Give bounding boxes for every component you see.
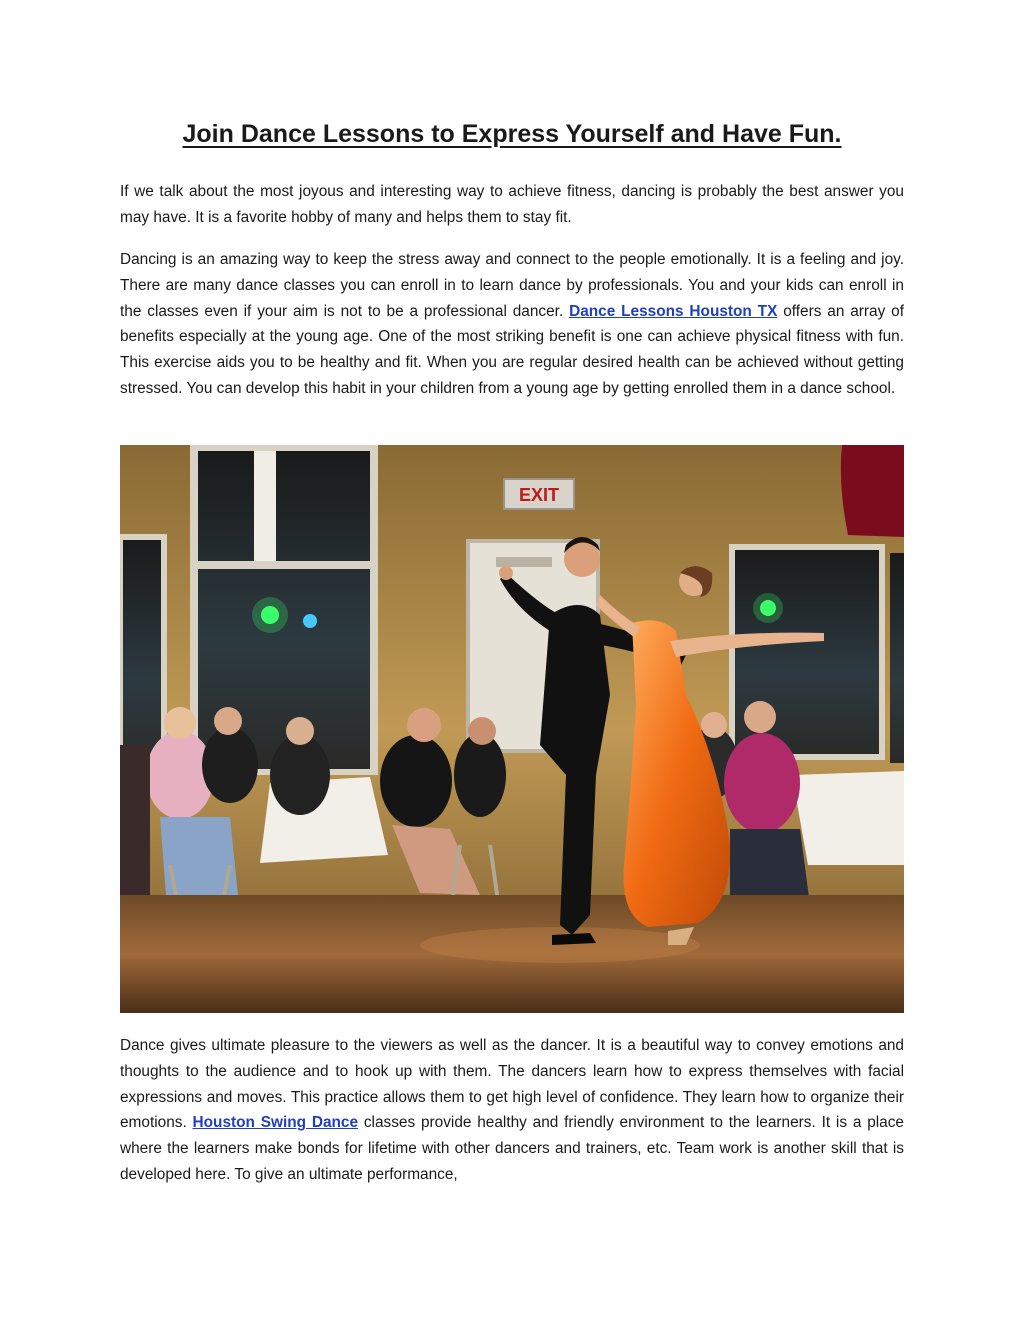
houston-swing-dance-link[interactable]: Houston Swing Dance (192, 1114, 359, 1132)
expression-paragraph (120, 1033, 904, 1188)
exit-sign-text: EXIT (518, 485, 560, 505)
expression-text-start: Dance gives ultimate pleasure to the viewers as well as the dancer. It is a beautiful way to convey emotions and thoughts to the audience and to hook up with them. The dancers learn how to express themselves with facial expressions and moves. This practice allows them to get high level of confidence. They learn how to organize their emotions. (120, 1037, 904, 1132)
benefits-text-start: Dancing is an amazing way to keep the stress away and connect to the people emotionally. It is a feeling and joy. There are many dance classes you can enroll in to learn dance by professionals. You and your kids can enroll in the classes even if your aim is not to be a professional dancer. (120, 251, 904, 320)
page-title: Join Dance Lessons to Express Yourself and Have Fun. (182, 120, 842, 148)
ballroom-dance-photo (120, 445, 904, 1013)
benefits-paragraph (120, 247, 904, 402)
intro-text: If we talk about the most joyous and interesting way to achieve fitness, dancing is probably the best answer you may have. It is a favorite hobby of many and helps them to stay fit. (120, 183, 904, 226)
dance-lessons-houston-link[interactable]: Dance Lessons Houston TX (569, 302, 778, 320)
intro-paragraph (120, 179, 904, 231)
benefits-text-end: offers an array of benefits especially at the young age. One of the most striking benefit is one can achieve physical fitness with fun. This exercise aids you to be healthy and fit. When you are regular desired health can be achieved without getting stressed. You can develop this habit in your children from a young age by getting enrolled them in a dance school. (120, 302, 904, 397)
expression-text-end: classes provide healthy and friendly environment to the learners. It is a place where the learners make bonds for lifetime with other dancers and trainers, etc. Team work is another skill that is developed here. To give an ultimate performance, (120, 1114, 904, 1183)
